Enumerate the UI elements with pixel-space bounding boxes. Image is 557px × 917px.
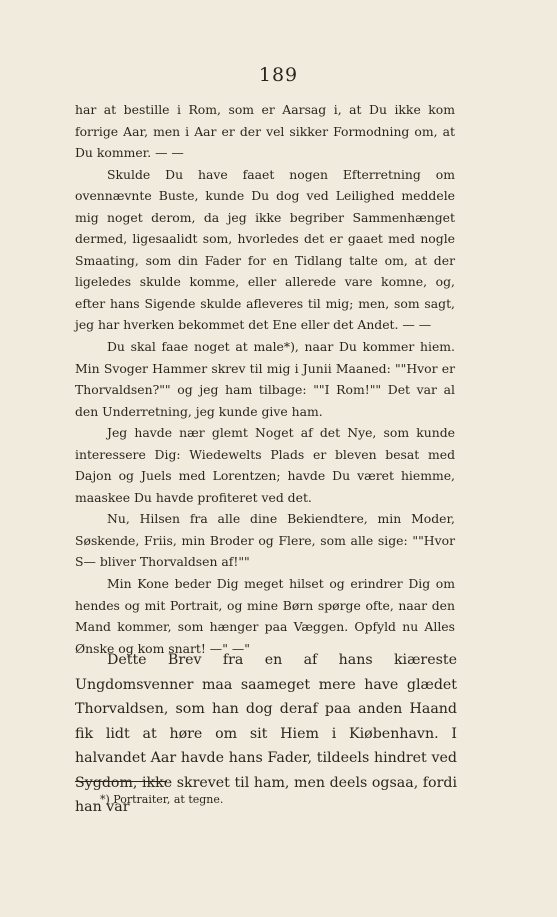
- letter-paragraph: Du skal faae noget at male*), naar Du kommer hiem. Min Svoger Hammer skrev til mig i Junii Maaned: ""Hvor er Thorvaldsen?"" og jeg ham tilbage: ""I Rom!"" Det var al den Underretning, jeg kunde give ham.: [75, 339, 455, 419]
- letter-paragraph: har at bestille i Rom, som er Aarsag i, at Du ikke kom forrige Aar, men i Aar er der vel sikker Formodning om, at Du kommer. — —: [75, 102, 455, 161]
- letter-paragraph: Jeg havde nær glemt Noget af det Nye, som kunde interessere Dig: Wiedewelts Plads er bleven besat med Dajon og Juels med Lorentzen; havde Du været hiemme, maaskee Du havde profiteret ved det.: [75, 425, 455, 505]
- page-number: 189: [258, 64, 299, 86]
- footnote: *) Portraiter, at tegne.: [100, 793, 224, 806]
- body-paragraph: Dette Brev fra en af hans kiæreste Ungdomsvenner maa saameget mere have glædet Thorvaldsen, som han dog deraf paa anden Haand fik lidt at høre om sit Hiem i Kiøbenhavn. I halvandet Aar havde hans Fader, tildeels hindret ved Sygdom, ikke skrevet til ham, men deels ogsaa, fordi han var: [75, 652, 457, 815]
- letter-paragraph: Nu, Hilsen fra alle dine Bekiendtere, min Moder, Søskende, Friis, min Broder og Flere, som alle sige: ""Hvor S— bliver Thorvaldsen af!"": [75, 511, 455, 570]
- footnote-rule: [75, 781, 167, 782]
- letter-paragraph: Skulde Du have faaet nogen Efterretning om ovennævnte Buste, kunde Du dog ved Leilighed meddele mig noget derom, da jeg ikke begriber Sammenhænget dermed, ligesaalidt som, hvorledes det er gaaet med nogle Smaating, som din Fader for en Tidlang talte om, at der ligeledes skulde komme, eller allerede vare komne, og, efter hans Sigende skulde afleveres til mig; men, som sagt, jeg har hverken bekommet det Ene eller det Andet. — —: [75, 166, 455, 333]
- letter-quote: [75, 99, 455, 659]
- letter-paragraph: Min Kone beder Dig meget hilset og erindrer Dig om hendes og mit Portrait, og mine Børn spørge ofte, naar den Mand kommer, som hænger paa Væggen. Opfyld nu Alles Ønske og kom snart! —" —": [75, 576, 455, 656]
